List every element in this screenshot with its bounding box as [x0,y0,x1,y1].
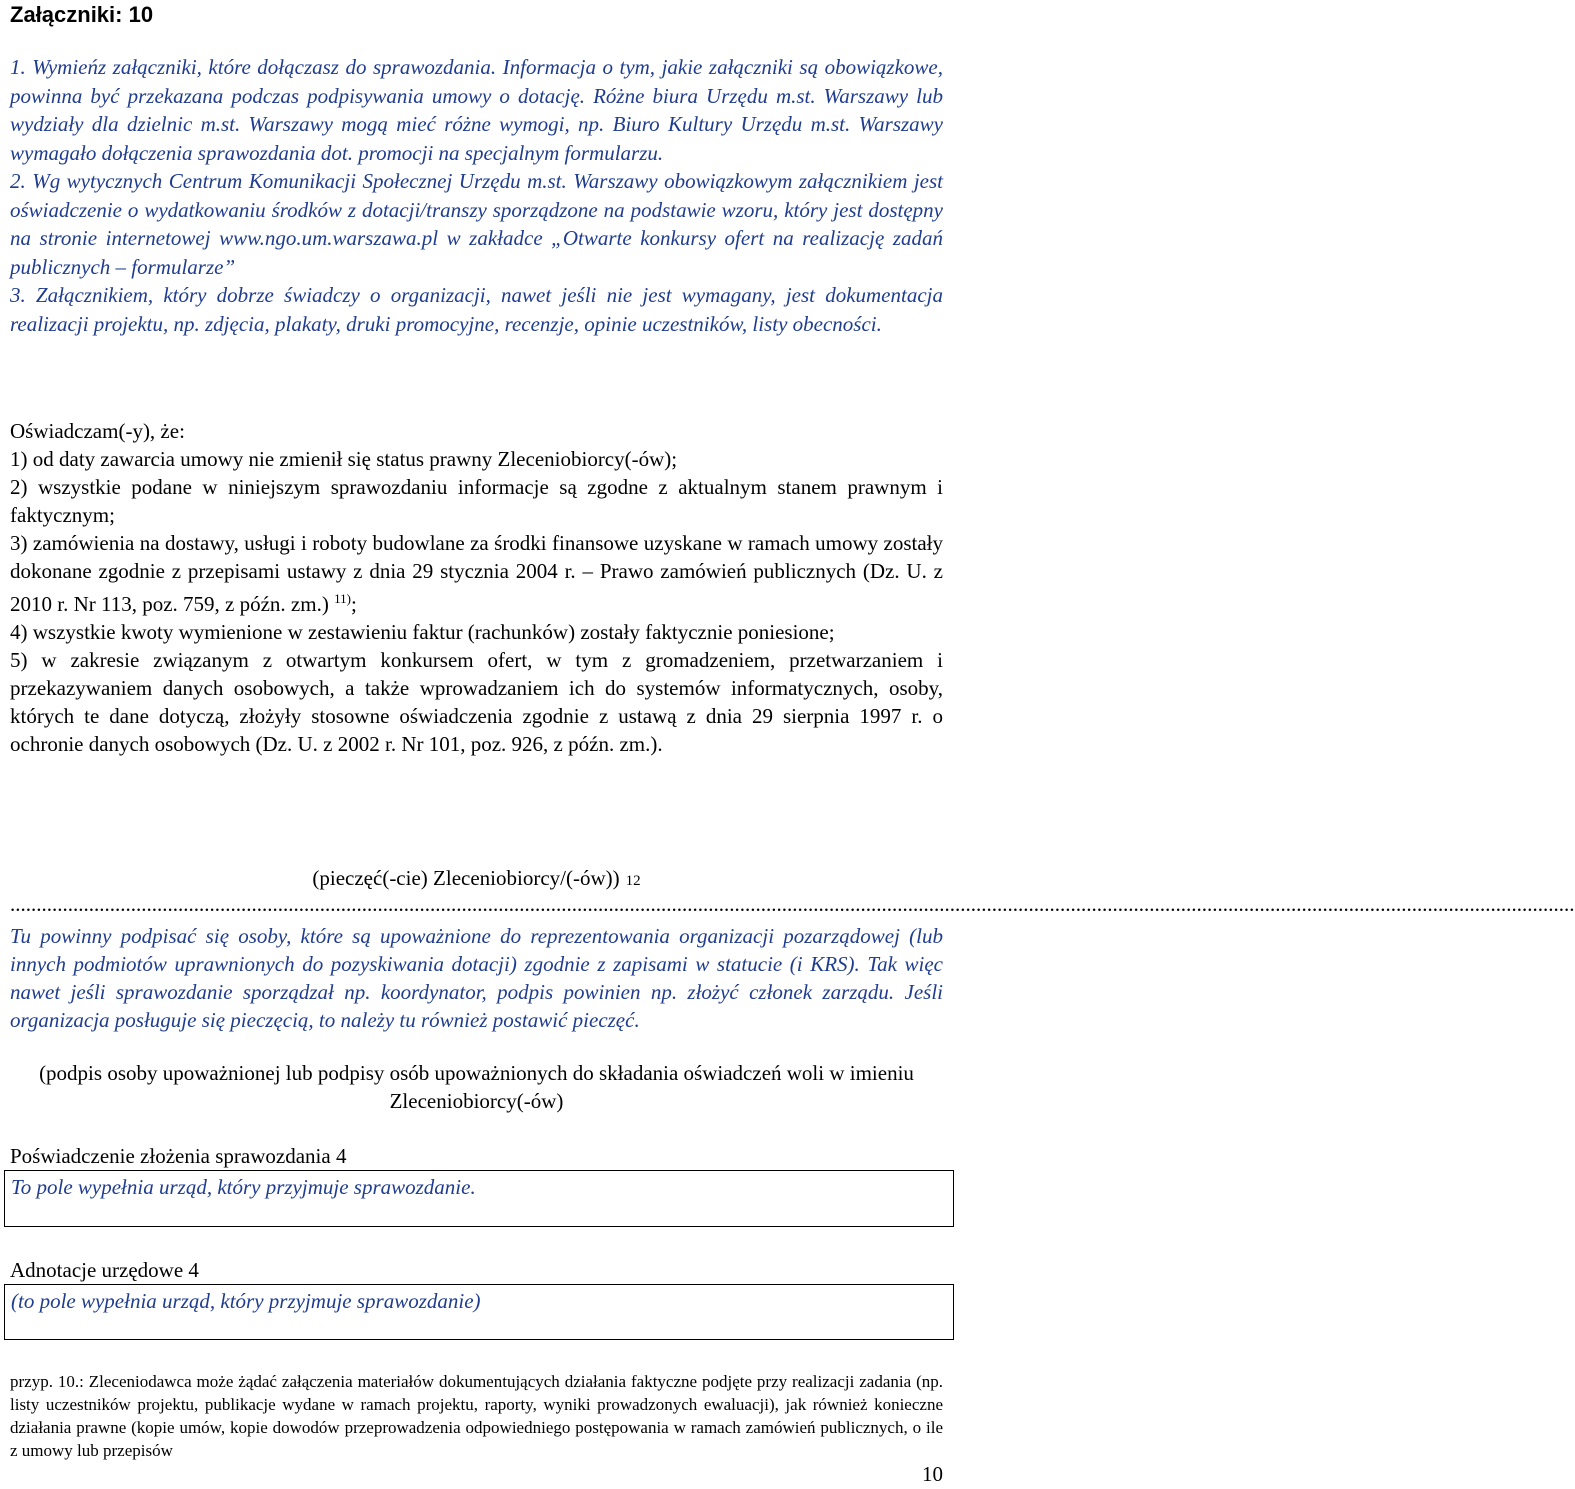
declaration-section [10,417,943,758]
signature-caption: (podpis osoby upoważnionej lub podpisy osób upoważnionych do składania oświadczeń woli w imieniu Zleceniobiorcy(-ów) [39,1061,914,1113]
annotations-label: Adnotacje urzędowe 4 [10,1258,199,1282]
seal-label: (pieczęć(-cie) Zleceniobiorcy/(-ów)) [312,866,620,890]
signature-line: .......................................................................................................................................................................................................................................................................................................... [10,892,1575,916]
declaration-point-3-text: 3) zamówienia na dostawy, usługi i roboty budowlane za środki finansowe uzyskane w ramach umowy zostały dokonane zgodnie z przepisami ustawy z dnia 29 stycznia 2004 r. – Prawo zamówień publicznych (Dz. U. z 2010 r. Nr 113, poz. 759, z późn. zm.) [10,531,943,616]
instruction-item-3: 3. Załącznikiem, który dobrze świadczy o organizacji, nawet jeśli nie jest wymagany, jest dokumentacja realizacji projektu, np. zdjęcia, plakaty, druki promocyjne, recenzje, opinie uczestników, listy obecności. [10,283,943,336]
attachments-heading: Załączniki: 10 [10,2,154,27]
declaration-point-1: 1) od daty zawarcia umowy nie zmienił się status prawny Zleceniobiorcy(-ów); [10,447,678,471]
attachments-instructions [10,53,943,338]
declaration-point-3-end: ; [350,592,357,616]
confirmation-box-text: To pole wypełnia urząd, który przyjmuje sprawozdanie. [11,1175,476,1199]
instruction-item-2: 2. Wg wytycznych Centrum Komunikacji Społecznej Urzędu m.st. Warszawy obowiązkowym załącznikiem jest oświadczenie o wydatkowaniu środków z dotacji/transzy sporządzone na podstawie wzoru, który jest dostępny na stronie internetowej www.ngo.um.warszawa.pl w zakładce „Otwarte konkursy ofert na realizację zadań publicznych – formularze” [10,169,943,279]
footnote-ref-11: 11) [334,591,351,606]
annotations-box[interactable] [4,1284,954,1340]
seal-caption [10,866,943,891]
page-number: 10 [922,1462,943,1486]
instruction-item-1: 1. Wymieńz załączniki, które dołączasz do sprawozdania. Informacja o tym, jakie załączniki są obowiązkowe, powinna być przekazana podczas podpisywania umowy o dotację. Różne biura Urzędu m.st. Warszawy lub wydziały dla dzielnic m.st. Warszawy mogą mieć różne wymogi, np. Biuro Kultury Urzędu m.st. Warszawy wymagało dołączenia sprawozdania dot. promocji na specjalnym formularzu. [10,55,943,165]
declaration-intro: Oświadczam(-y), że: [10,419,185,443]
footnote-10: przyp. 10.: Zleceniodawca może żądać załączenia materiałów dokumentujących działania faktyczne podjęte przy realizacji zadania (np. listy uczestników projektu, publikacje wydane w ramach projektu, raporty, wyniki prowadzonych ewaluacji), jak również konieczne działania prawne (kopie umów, kopie dowodów przeprowadzenia odpowiedniego postępowania w ramach zamówień publicznych, o ile z umowy lub przepisów [10,1372,943,1460]
signature-note: Tu powinny podpisać się osoby, które są upoważnione do reprezentowania organizacji pozarządowej (lub innych podmiotów uprawnionych do pozyskiwania dotacji) zgodnie z zapisami w statucie (i KRS). Tak więc nawet jeśli sprawozdanie sporządzał np. koordynator, podpis powinien np. złożyć członek zarządu. Jeśli organizacja posługuje się pieczęcią, to należy tu również postawić pieczęć. [10,924,943,1032]
declaration-point-3 [10,529,943,618]
confirmation-label: Poświadczenie złożenia sprawozdania 4 [10,1144,347,1168]
declaration-point-4: 4) wszystkie kwoty wymienione w zestawieniu faktur (rachunków) zostały faktycznie poniesione; [10,620,835,644]
declaration-point-2: 2) wszystkie podane w niniejszym sprawozdaniu informacje są zgodne z aktualnym stanem prawnym i faktycznym; [10,475,943,527]
annotations-box-text: (to pole wypełnia urząd, który przyjmuje sprawozdanie) [11,1289,481,1313]
confirmation-box[interactable] [4,1170,954,1227]
declaration-point-5: 5) w zakresie związanym z otwartym konkursem ofert, w tym z gromadzeniem, przetwarzaniem i przekazywaniem danych osobowych, a także wprowadzaniem ich do systemów informatycznych, osoby, których te dane dotyczą, złożyły stosowne oświadczenia zgodnie z ustawą z dnia 29 sierpnia 1997 r. o ochronie danych osobowych (Dz. U. z 2002 r. Nr 101, poz. 926, z późn. zm.). [10,648,943,756]
seal-footnote-num: 12 [625,873,641,889]
